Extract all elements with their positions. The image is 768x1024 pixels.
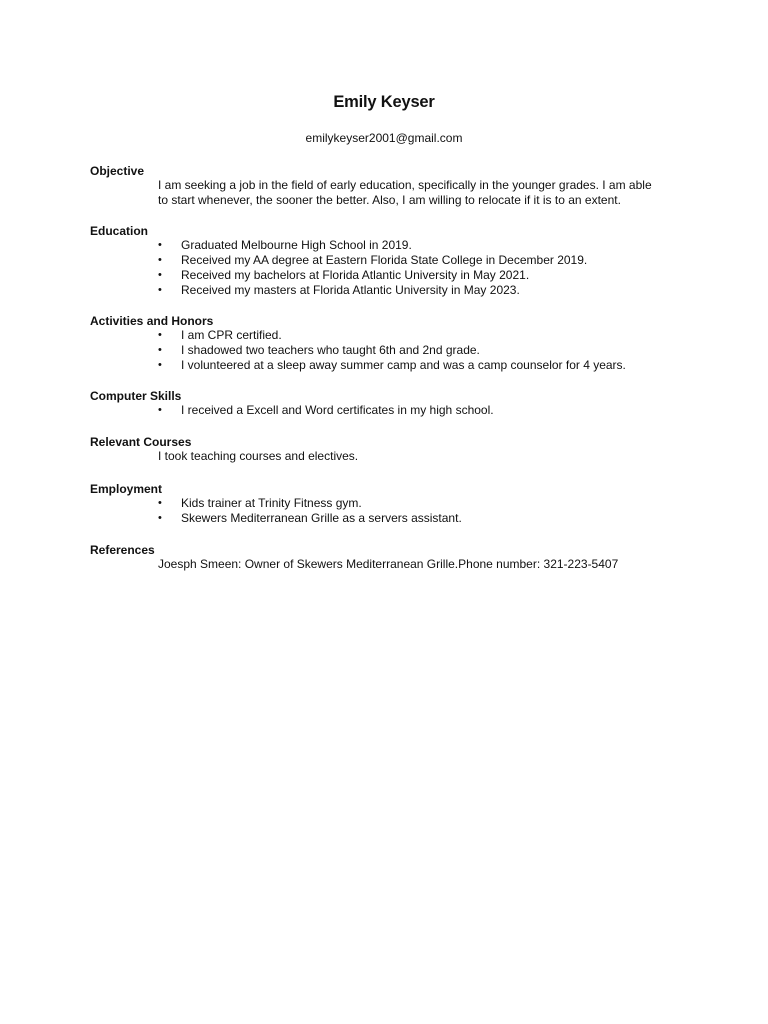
bullet-icon: •	[158, 254, 162, 266]
objective-heading: Objective	[90, 164, 145, 178]
bullet-icon: •	[158, 329, 162, 341]
list-item-text: I shadowed two teachers who taught 6th and 2nd grade.	[181, 343, 480, 357]
activities-list	[90, 328, 690, 373]
list-item-text: Graduated Melbourne High School in 2019.	[181, 238, 412, 252]
list-item	[90, 238, 690, 253]
list-item	[90, 328, 690, 343]
bullet-icon: •	[158, 359, 162, 371]
bullet-icon: •	[158, 512, 162, 524]
relevant-courses-heading: Relevant Courses	[90, 435, 192, 449]
list-item-text: Received my bachelors at Florida Atlantic University in May 2021.	[181, 268, 530, 282]
bullet-icon: •	[158, 344, 162, 356]
education-heading: Education	[90, 224, 149, 238]
bullet-icon: •	[158, 404, 162, 416]
list-item-text: Skewers Mediterranean Grille as a servers assistant.	[181, 511, 462, 525]
bullet-icon: •	[158, 269, 162, 281]
list-item-text: I am CPR certified.	[181, 328, 282, 342]
list-item-text: I volunteered at a sleep away summer camp and was a camp counselor for 4 years.	[181, 358, 626, 372]
list-item-text: I received a Excell and Word certificates in my high school.	[181, 403, 494, 417]
references-text: Joesph Smeen: Owner of Skewers Mediterranean Grille.Phone number: 321-223-5407	[158, 557, 619, 571]
objective-text: I am seeking a job in the field of early education, specifically in the younger grades. I am able to start whenever, the sooner the better. Also, I am willing to relocate if it is to an extent.	[158, 178, 652, 207]
bullet-icon: •	[158, 497, 162, 509]
activities-section	[90, 314, 690, 373]
education-list	[90, 238, 690, 298]
list-item	[90, 511, 690, 526]
list-item	[90, 253, 690, 268]
bullet-icon: •	[158, 239, 162, 251]
computer-skills-section	[90, 389, 690, 418]
employment-section	[90, 482, 690, 526]
employment-list	[90, 496, 690, 526]
references-heading: References	[90, 543, 155, 557]
resume-name: Emily Keyser	[333, 93, 435, 111]
computer-skills-heading: Computer Skills	[90, 389, 182, 403]
list-item-text: Kids trainer at Trinity Fitness gym.	[181, 496, 362, 510]
objective-section	[90, 164, 690, 208]
list-item	[90, 358, 690, 373]
employment-heading: Employment	[90, 482, 163, 496]
bullet-icon: •	[158, 284, 162, 296]
list-item	[90, 343, 690, 358]
relevant-courses-text: I took teaching courses and electives.	[158, 449, 359, 463]
education-section	[90, 224, 690, 298]
activities-heading: Activities and Honors	[90, 314, 214, 328]
relevant-courses-section	[90, 435, 690, 464]
resume-email: emilykeyser2001@gmail.com	[305, 131, 463, 145]
list-item	[90, 268, 690, 283]
list-item	[90, 283, 690, 298]
computer-skills-list	[90, 403, 690, 418]
list-item	[90, 403, 690, 418]
references-section	[90, 543, 690, 572]
list-item-text: Received my AA degree at Eastern Florida State College in December 2019.	[181, 253, 588, 267]
list-item-text: Received my masters at Florida Atlantic University in May 2023.	[181, 283, 520, 297]
list-item	[90, 496, 690, 511]
